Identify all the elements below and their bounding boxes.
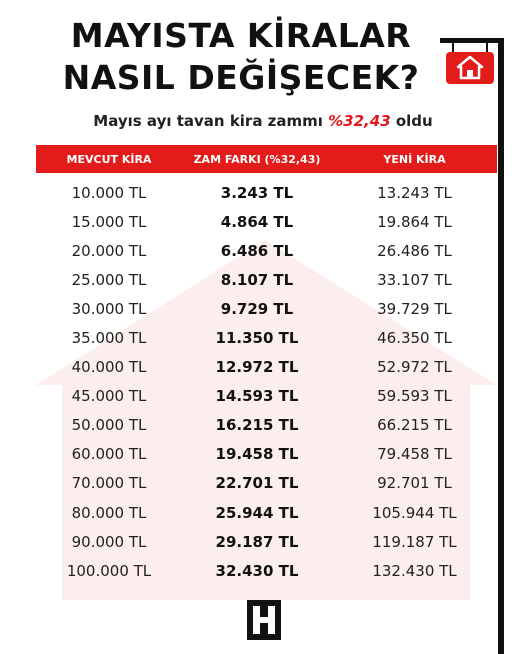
cell-increase: 12.972 TL xyxy=(215,358,299,377)
cell-current: 15.000 TL xyxy=(71,212,147,231)
cell-increase: 25.944 TL xyxy=(215,503,299,522)
cell-increase: 32.430 TL xyxy=(215,561,299,580)
table-row xyxy=(36,382,497,411)
table-row xyxy=(36,353,497,382)
cell-new: 39.729 TL xyxy=(377,299,452,318)
cell-new: 46.350 TL xyxy=(377,329,452,348)
cell-increase: 3.243 TL xyxy=(220,183,294,202)
table-body xyxy=(36,178,497,585)
cell-current: 35.000 TL xyxy=(71,329,147,348)
cell-increase: 11.350 TL xyxy=(215,329,299,348)
subtitle-suffix: oldu xyxy=(390,112,433,130)
subtitle-prefix: Mayıs ayı tavan kira zammı xyxy=(93,112,329,130)
cell-increase: 29.187 TL xyxy=(215,532,299,551)
cell-new: 26.486 TL xyxy=(377,241,452,260)
cell-current: 60.000 TL xyxy=(71,445,147,464)
table-row xyxy=(36,556,497,585)
cell-current: 50.000 TL xyxy=(71,416,147,435)
cell-new: 13.243 TL xyxy=(377,183,452,202)
cell-increase: 6.486 TL xyxy=(220,241,294,260)
cell-new: 119.187 TL xyxy=(372,532,457,551)
table-row xyxy=(36,265,497,294)
table-row xyxy=(36,498,497,527)
h-logo-icon xyxy=(247,600,281,640)
cell-new: 52.972 TL xyxy=(377,358,452,377)
table-row xyxy=(36,294,497,323)
cell-current: 30.000 TL xyxy=(71,299,147,318)
table-row xyxy=(36,178,497,207)
cell-current: 25.000 TL xyxy=(71,270,147,289)
cell-new: 92.701 TL xyxy=(377,474,452,493)
header-increase: ZAM FARKI (%32,43) xyxy=(193,152,321,166)
cell-current: 40.000 TL xyxy=(71,358,147,377)
table-row xyxy=(36,323,497,352)
table-row xyxy=(36,469,497,498)
cell-increase: 22.701 TL xyxy=(215,474,299,493)
cell-current: 20.000 TL xyxy=(71,241,147,260)
header-new-rent: YENİ KİRA xyxy=(383,152,446,166)
cell-new: 79.458 TL xyxy=(377,445,452,464)
cell-new: 59.593 TL xyxy=(377,387,452,406)
cell-increase: 8.107 TL xyxy=(220,270,294,289)
table-row xyxy=(36,207,497,236)
cell-increase: 16.215 TL xyxy=(215,416,299,435)
page-title-line1: MAYISTA KİRALAR xyxy=(70,16,412,55)
cell-new: 19.864 TL xyxy=(377,212,452,231)
cell-increase: 4.864 TL xyxy=(220,212,294,231)
table-row xyxy=(36,440,497,469)
cell-current: 70.000 TL xyxy=(71,474,147,493)
cell-new: 132.430 TL xyxy=(372,561,457,580)
cell-new: 33.107 TL xyxy=(377,270,452,289)
cell-current: 45.000 TL xyxy=(71,387,147,406)
cell-new: 105.944 TL xyxy=(372,503,457,522)
cell-new: 66.215 TL xyxy=(377,416,452,435)
table-header xyxy=(36,145,497,173)
table-row xyxy=(36,411,497,440)
page-title-line2: NASIL DEĞİŞECEK? xyxy=(62,58,420,97)
cell-current: 90.000 TL xyxy=(71,532,147,551)
table-row xyxy=(36,527,497,556)
cell-increase: 9.729 TL xyxy=(220,299,294,318)
table-row xyxy=(36,236,497,265)
cell-increase: 14.593 TL xyxy=(215,387,299,406)
cell-current: 10.000 TL xyxy=(71,183,147,202)
subtitle xyxy=(0,112,526,130)
cell-increase: 19.458 TL xyxy=(215,445,299,464)
cell-current: 100.000 TL xyxy=(66,561,152,580)
subtitle-percent: %32,43 xyxy=(328,112,391,130)
header-current-rent: MEVCUT KİRA xyxy=(66,152,152,166)
cell-current: 80.000 TL xyxy=(71,503,147,522)
